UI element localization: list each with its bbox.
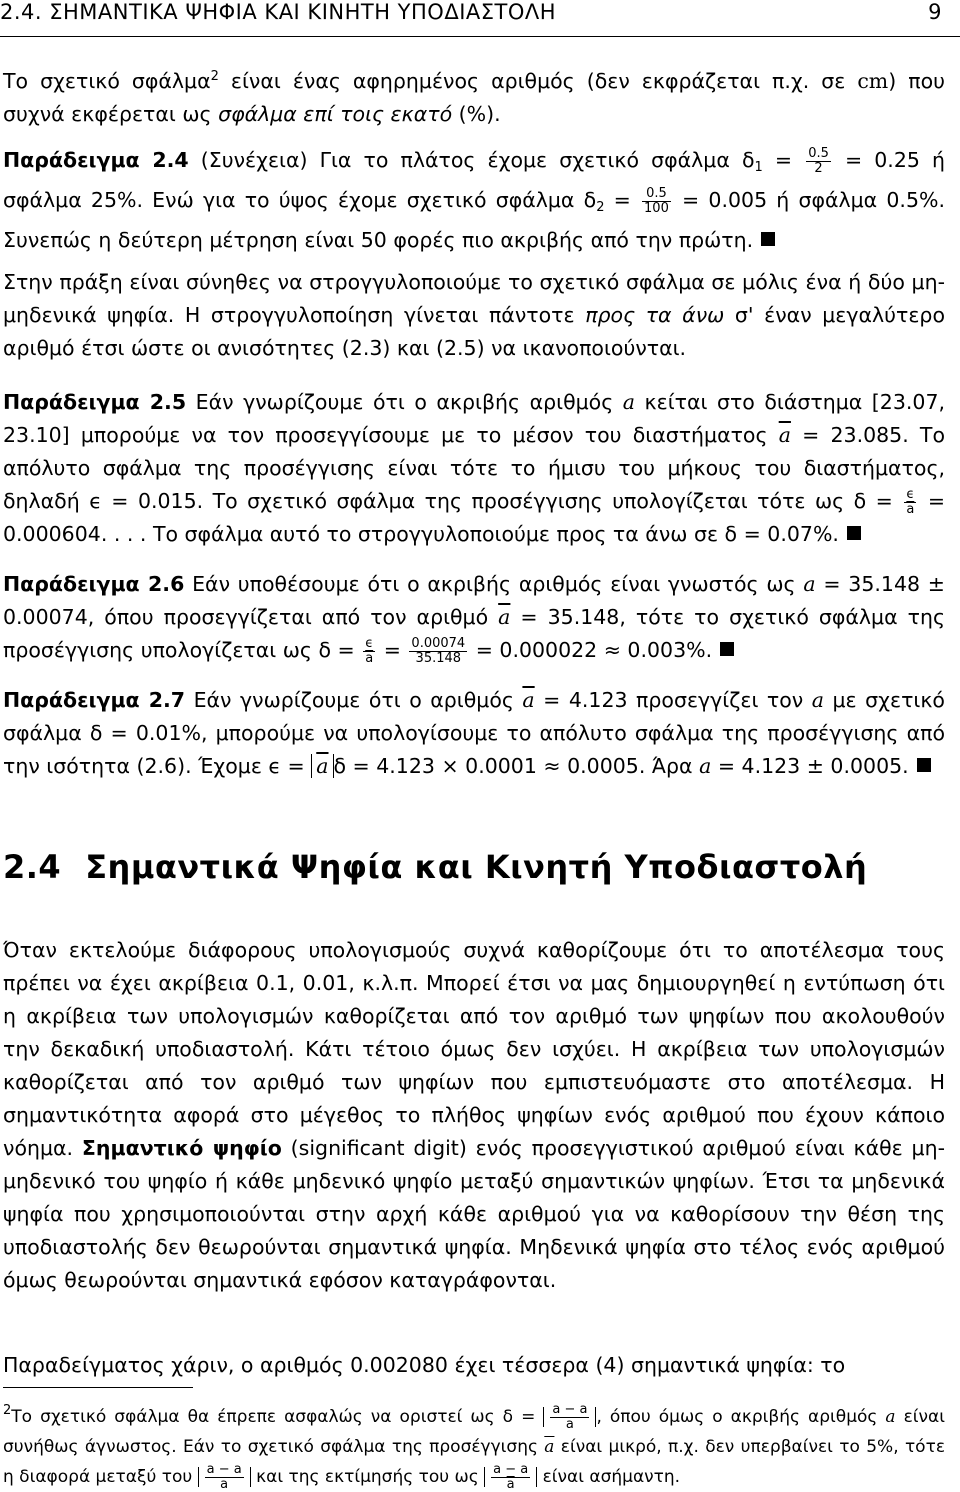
paragraph-rounding: Στην πράξη είναι σύνηθες να στρογγυλοποιούμε το σχετικό σφάλμα σε μόλις ένα ή δύο μη-μηδενικά ψηφία. Η στρογγυλοποίηση γίνεται πάντοτε προς τα άνω σ' έναν μεγαλύτερο αριθμό έτσι ώστε οι ανισότητες (2.3) και (2.5) να ικανοποιούνται. (3, 270, 945, 360)
section-number: 2.4 (3, 848, 62, 886)
running-header-title: 2.4. ΣΗΜΑΝΤΙΚΑ ΨΗΦΙΑ ΚΑΙ ΚΙΝΗΤΗ ΥΠΟΔΙΑΣΤΟΛΗ (0, 0, 557, 24)
example-2-5: Παράδειγμα 2.5 Εάν γνωρίζουμε ότι ο ακριβής αριθμός a κείται στο διάστημα [23.07, 23.10] μπορούμε να τον προσεγγίσουμε με το μέσον του διαστήματος $\overline{a} = 23.085$. Το απόλυτο σφάλμα της προσέγγισης είναι τότε το ήμισυ του μήκους του διαστήματος, δηλαδή ϵ = 0.015. Το σχετικό σφάλμα της προσέγγισης υπολογίζεται τότε ως δ = $\frac{\epsilon}{a}$ = 0.000604. . . . Το σφάλμα αυτό το στρογγυλοποιούμε προς τα άνω σε δ = 0.07%. (3, 390, 946, 546)
qed-square-icon (720, 642, 734, 656)
footnote-mark: 2 (3, 1403, 12, 1418)
paragraph-example-number: Παραδείγματος χάριν, ο αριθμός 0.002080 έχει τέσσερα (4) σημαντικά ψηφία: το (3, 1353, 846, 1377)
footnote-rule (3, 1387, 193, 1388)
fraction: $\frac{\epsilon}{a}$ (365, 635, 374, 666)
italic-term: προς τα άνω (585, 303, 725, 327)
paragraph-significant-digits: Όταν εκτελούμε διάφορους υπολογισμούς συχνά καθορίζουμε ότι το αποτέλεσμα τους πρέπει να έχει ακρίβεια 0.1, 0.01, κ.λ.π. Μπορεί έτσι να μας δημιουργηθεί η εντύπωση ότι η ακρίβεια των υπολογισμών καθορίζεται από τον αριθμό των ψηφίων που ακολουθούν την δεκαδική υποδιαστολή. Κάτι τέτοιο όμως δεν ισχύει. Η ακρίβεια των υπολογισμών καθορίζεται από τον αριθμό των ψηφίων που εμπιστευόμαστε στο αποτέλεσμα. Η σημαντικότητα αφορά στο μέγεθος το πλήθος ψηφίων ενός αριθμού που έχουν κάποιο νόημα. Σημαντικό ψηφίο (significant digit) ενός προσεγγιστικού αριθμού είναι κάθε μη-μηδενικό του ψηφίο ή κάθε μηδενικό ψηφίο μεταξύ σημαντικών ψηφίων. Έτσι τα μηδενικά ψηφία που χρησιμοποιούνται στην αρχή κάθε αριθμού για να καθορίσουν την θέση της υποδιαστολής δεν θεωρούνται σημαντικά ψηφία. Μηδενικά ψηφία στο τέλος ενός αριθμού όμως θεωρούνται σημαντικά εφόσον καταγράφονται. (3, 938, 945, 1292)
example-label: Παράδειγμα 2.5 (3, 390, 187, 414)
example-label: Παράδειγμα 2.7 (3, 688, 186, 712)
example-label: Παράδειγμα 2.6 (3, 572, 185, 596)
example-2-6: Παράδειγμα 2.6 Εάν υποθέσουμε ότι ο ακριβής αριθμός είναι γνωστός ως a = 35.148 ± 0.00074, όπου προσεγγίζεται από τον αριθμό $\overline{a} = 35.148$, τότε το σχετικό σφάλμα της προσέγγισης υπολογίζεται ως δ = $\frac{\epsilon}{a}$ = $\frac{0.00074}{35.148}$ = 0.000022 ≈ 0.003%. (3, 572, 945, 666)
page-number: 9 (928, 0, 942, 24)
fraction: $\frac{a - a}{a}$ (206, 1461, 242, 1492)
footnote-mark: 2 (210, 69, 219, 84)
example-2-7: Παράδειγμα 2.7 Εάν γνωρίζουμε ότι ο αριθμός $\overline{a} = 4.123$ προσεγγίζει τον a με σχετικό σφάλμα δ = 0.01%, μπορούμε να υπολογίσουμε το απόλυτο σφάλμα της προσέγγισης από την ισότητα (2.6). Έχομε $\epsilon = \overline{a}$ δ = 4.123 × 0.0001 ≈ 0.0005. Άρα a = 4.123 ± 0.0005. (3, 688, 945, 778)
fraction: $\frac{0.00074}{35.148}$ (411, 635, 466, 666)
fraction: $\frac{\epsilon}{a}$ (906, 486, 915, 517)
section-heading (3, 848, 867, 886)
running-header (0, 0, 960, 24)
qed-square-icon (847, 526, 861, 540)
fraction: $\frac{a - a}{a}$ (552, 1401, 588, 1432)
section-title: Σημαντικά Ψηφία και Κινητή Υποδιαστολή (85, 848, 868, 886)
italic-term: σφάλμα επί τοις εκατό (218, 102, 453, 126)
footnote: $^2$Το σχετικό σφάλμα θα έπρεπε ασφαλώς να οριστεί ως δ = $\frac{a - a}{a}$ , όπου όμως ο ακριβής αριθμός a είναι συνήθως άγνωστος. Εάν το σχετικό σφάλμα της προσέγγισης $\overline{a}$ είναι μικρό, π.χ. δεν υπερβαίνει το 5%, τότε η διαφορά μεταξύ του $\frac{a - a}{a}$ και της εκτίμησής του ως $\frac{a - a}{a}$ είναι ασήμαντη. (3, 1401, 946, 1492)
example-label: Παράδειγμα 2.4 (3, 148, 189, 172)
example-2-4: Παράδειγμα 2.4 (Συνέχεια) Για το πλάτος έχομε σχετικό σφάλμα $\delta_1$ = $\frac{0.5}{2}$ = 0.25 ή σφάλμα 25%. Ενώ για το ύψος έχομε σχετικό σφάλμα $\delta_2$ = $\frac{0.5}{100}$ = 0.005 ή σφάλμα 0.5%. Συνεπώς η δεύτερη μέτρηση είναι 50 φορές πιο ακριβής από την πρώτη. (3, 145, 945, 252)
bold-term: Σημαντικό ψηφίο (81, 1136, 282, 1160)
paragraph-relative-error: Το σχετικό σφάλμα$^2$ είναι ένας αφηρημένος αριθμός (δεν εκφράζεται π.χ. σε cm) που συχνά εκφέρεται ως σφάλμα επί τοις εκατό (%). (3, 69, 945, 126)
fraction: $\frac{0.5}{2}$ (808, 145, 829, 176)
fraction: $\frac{0.5}{100}$ (644, 185, 669, 216)
header-rule (0, 36, 960, 37)
absolute-value: $\overline{a}$ (311, 754, 333, 778)
fraction: $\frac{a - a}{a}$ (493, 1461, 529, 1492)
qed-square-icon (917, 758, 931, 772)
qed-square-icon (761, 232, 775, 246)
